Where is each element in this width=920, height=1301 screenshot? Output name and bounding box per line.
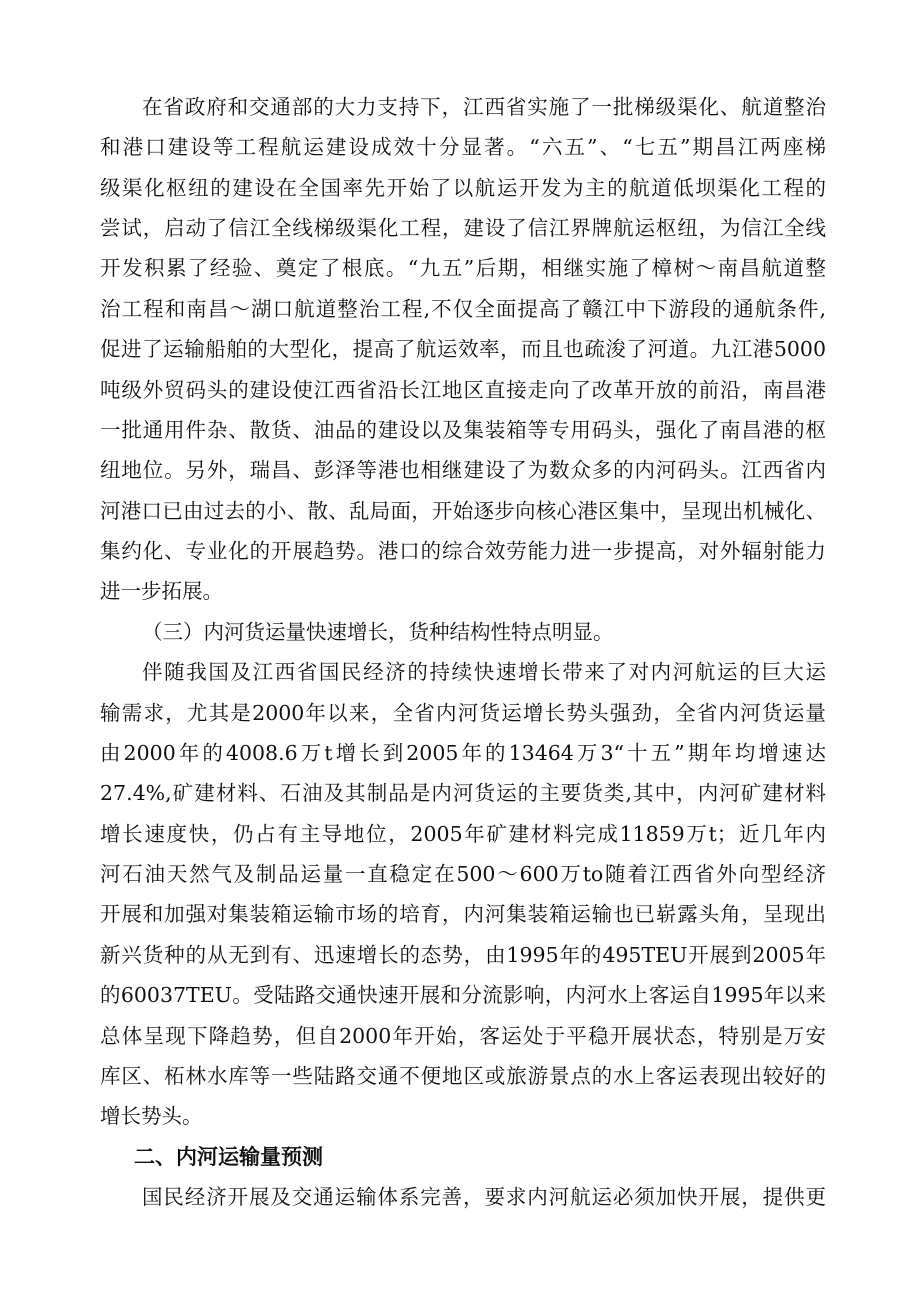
paragraph-2-line: 由2000年的4008.6万t增长到2005年的13464万3“十五”期年均增速达: [100, 741, 826, 765]
paragraph-2-line: 增长势头。: [100, 1104, 203, 1128]
section-heading: 二、内河运输量预测: [134, 1145, 323, 1169]
paragraph-2-line: 输需求，尤其是2000年以来，全省内河货运增长势头强劲，全省内河货运量: [100, 701, 826, 725]
paragraph-1-line: 治工程和南昌～湖口航道整治工程,不仅全面提高了赣江中下游段的通航条件,: [100, 297, 826, 321]
subheading: （三）内河货运量快速增长，货种结构性特点明显。: [142, 620, 614, 644]
paragraph-2-line: 的60037TEU。受陆路交通快速开展和分流影响，内河水上客运自1995年以来: [100, 983, 826, 1007]
paragraph-2-line: 库区、柘林水库等一些陆路交通不便地区或旅游景点的水上客运表现出较好的: [100, 1064, 826, 1088]
paragraph-2-line: 伴随我国及江西省国民经济的持续快速增长带来了对内河航运的巨大运: [142, 660, 826, 684]
paragraph-2-line: 开展和加强对集装箱运输市场的培育，内河集装箱运输也已崭露头角，呈现出: [100, 902, 826, 926]
paragraph-1-line: 集约化、专业化的开展趋势。港口的综合效劳能力进一步提高，对外辐射能力: [100, 539, 826, 563]
paragraph-1-line: 一批通用件杂、散货、油品的建设以及集装箱等专用码头，强化了南昌港的枢: [100, 418, 826, 442]
paragraph-3-line: 国民经济开展及交通运输体系完善，要求内河航运必须加快开展，提供更: [142, 1185, 826, 1209]
paragraph-1-line: 开发积累了经验、奠定了根底。“九五”后期，相继实施了樟树～南昌航道整: [100, 256, 826, 280]
paragraph-2-line: 27.4%,矿建材料、石油及其制品是内河货运的主要货类,其中，内河矿建材料: [100, 781, 826, 805]
paragraph-1-line: 进一步拓展。: [100, 579, 223, 603]
paragraph-1-line: 在省政府和交通部的大力支持下，江西省实施了一批梯级渠化、航道整治: [142, 95, 826, 119]
paragraph-1-line: 纽地位。另外，瑞昌、彭泽等港也相继建设了为数众多的内河码头。江西省内: [100, 458, 826, 482]
paragraph-1-line: 河港口已由过去的小、散、乱局面，开始逐步向核心港区集中，呈现出机械化、: [100, 499, 826, 523]
paragraph-1-line: 尝试，启动了信江全线梯级渠化工程，建设了信江界牌航运枢纽，为信江全线: [100, 216, 826, 240]
paragraph-2-line: 增长速度快，仍占有主导地位，2005年矿建材料完成11859万t；近几年内: [100, 822, 826, 846]
paragraph-1-line: 促进了运输船舶的大型化，提高了航运效率，而且也疏浚了河道。九江港5000: [100, 337, 826, 361]
paragraph-1-line: 和港口建设等工程航运建设成效十分显著。“六五”、“七五”期昌江两座梯: [100, 135, 826, 159]
paragraph-2-line: 总体呈现下降趋势，但自2000年开始，客运处于平稳开展状态，特别是万安: [100, 1024, 826, 1048]
paragraph-1-line: 级渠化枢纽的建设在全国率先开始了以航运开发为主的航道低坝渠化工程的: [100, 176, 826, 200]
paragraph-2-line: 新兴货种的从无到有、迅速增长的态势，由1995年的495TEU开展到2005年: [100, 943, 826, 967]
paragraph-1-line: 吨级外贸码头的建设使江西省沿长江地区直接走向了改革开放的前沿，南昌港: [100, 378, 826, 402]
paragraph-2-line: 河石油天然气及制品运量一直稳定在500～600万to随着江西省外向型经济: [100, 862, 826, 886]
